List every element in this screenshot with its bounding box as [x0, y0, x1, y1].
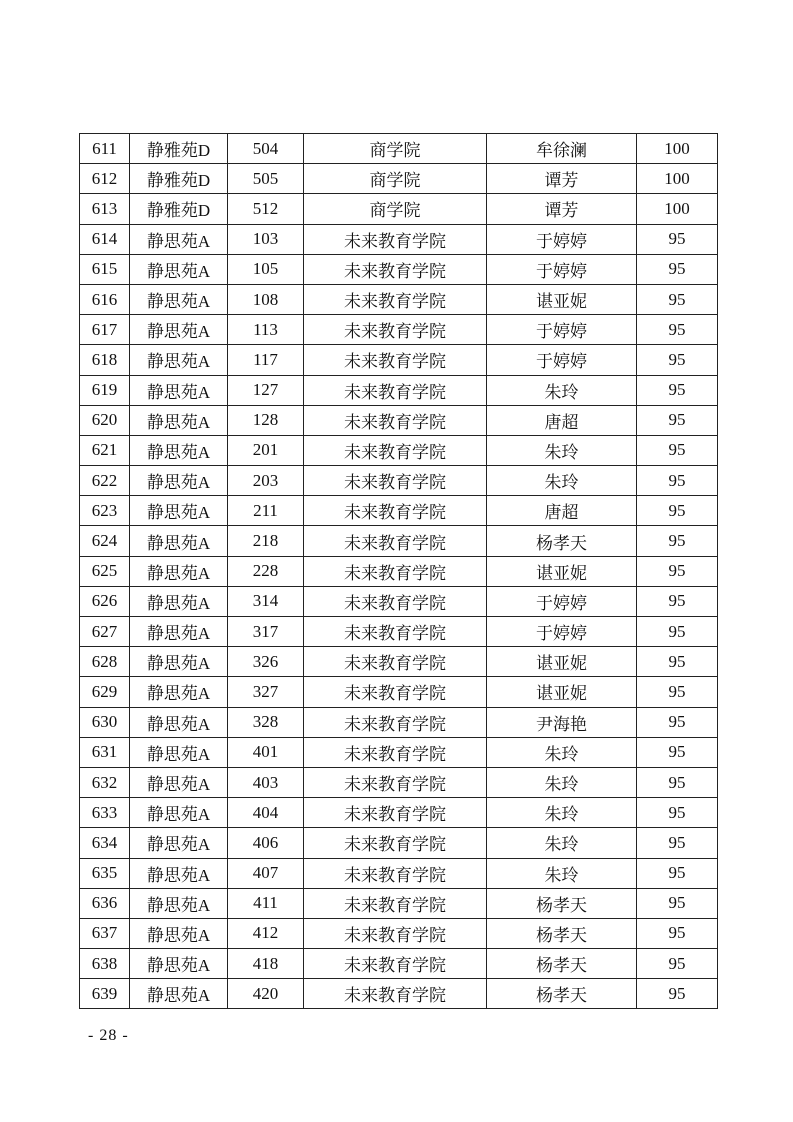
score-cell: 95: [637, 284, 718, 314]
college-cell: 未来教育学院: [304, 677, 487, 707]
table-row: [80, 526, 718, 556]
college-cell: 未来教育学院: [304, 224, 487, 254]
manager-cell: 谌亚妮: [487, 677, 637, 707]
building-cell: 静思苑A: [130, 466, 228, 496]
row-number-cell: 619: [80, 375, 130, 405]
score-cell: 95: [637, 526, 718, 556]
dormitory-score-table: [79, 133, 718, 1009]
score-cell: 95: [637, 375, 718, 405]
score-cell: 100: [637, 194, 718, 224]
room-cell: 326: [228, 647, 304, 677]
manager-cell: 唐超: [487, 496, 637, 526]
row-number-cell: 630: [80, 707, 130, 737]
room-cell: 113: [228, 315, 304, 345]
manager-cell: 朱玲: [487, 435, 637, 465]
building-cell: 静思苑A: [130, 526, 228, 556]
score-cell: 95: [637, 586, 718, 616]
room-cell: 128: [228, 405, 304, 435]
room-cell: 317: [228, 617, 304, 647]
table-row: [80, 315, 718, 345]
manager-cell: 朱玲: [487, 466, 637, 496]
manager-cell: 唐超: [487, 405, 637, 435]
table-row: [80, 647, 718, 677]
building-cell: 静思苑A: [130, 918, 228, 948]
table-row: [80, 677, 718, 707]
room-cell: 404: [228, 798, 304, 828]
room-cell: 211: [228, 496, 304, 526]
manager-cell: 尹海艳: [487, 707, 637, 737]
score-cell: 95: [637, 707, 718, 737]
college-cell: 未来教育学院: [304, 435, 487, 465]
manager-cell: 朱玲: [487, 737, 637, 767]
table-row: [80, 164, 718, 194]
college-cell: 未来教育学院: [304, 828, 487, 858]
row-number-cell: 628: [80, 647, 130, 677]
building-cell: 静思苑A: [130, 556, 228, 586]
room-cell: 512: [228, 194, 304, 224]
room-cell: 412: [228, 918, 304, 948]
row-number-cell: 637: [80, 918, 130, 948]
room-cell: 401: [228, 737, 304, 767]
room-cell: 407: [228, 858, 304, 888]
table-row: [80, 949, 718, 979]
table-row: [80, 466, 718, 496]
table-row: [80, 556, 718, 586]
table-row: [80, 798, 718, 828]
college-cell: 未来教育学院: [304, 556, 487, 586]
manager-cell: 于婷婷: [487, 345, 637, 375]
row-number-cell: 621: [80, 435, 130, 465]
college-cell: 未来教育学院: [304, 254, 487, 284]
college-cell: 未来教育学院: [304, 707, 487, 737]
score-cell: 95: [637, 315, 718, 345]
score-cell: 95: [637, 435, 718, 465]
manager-cell: 杨孝天: [487, 526, 637, 556]
score-cell: 95: [637, 466, 718, 496]
room-cell: 314: [228, 586, 304, 616]
building-cell: 静思苑A: [130, 767, 228, 797]
table-row: [80, 224, 718, 254]
college-cell: 未来教育学院: [304, 979, 487, 1009]
row-number-cell: 633: [80, 798, 130, 828]
college-cell: 未来教育学院: [304, 737, 487, 767]
room-cell: 108: [228, 284, 304, 314]
building-cell: 静思苑A: [130, 828, 228, 858]
score-cell: 95: [637, 918, 718, 948]
college-cell: 未来教育学院: [304, 496, 487, 526]
score-cell: 95: [637, 345, 718, 375]
manager-cell: 于婷婷: [487, 586, 637, 616]
table-row: [80, 888, 718, 918]
manager-cell: 杨孝天: [487, 949, 637, 979]
building-cell: 静思苑A: [130, 737, 228, 767]
row-number-cell: 632: [80, 767, 130, 797]
room-cell: 218: [228, 526, 304, 556]
score-cell: 95: [637, 556, 718, 586]
college-cell: 未来教育学院: [304, 858, 487, 888]
table-row: [80, 617, 718, 647]
building-cell: 静思苑A: [130, 405, 228, 435]
row-number-cell: 635: [80, 858, 130, 888]
building-cell: 静思苑A: [130, 586, 228, 616]
table-row: [80, 375, 718, 405]
college-cell: 未来教育学院: [304, 647, 487, 677]
manager-cell: 杨孝天: [487, 888, 637, 918]
building-cell: 静思苑A: [130, 435, 228, 465]
row-number-cell: 626: [80, 586, 130, 616]
manager-cell: 于婷婷: [487, 315, 637, 345]
manager-cell: 谭芳: [487, 164, 637, 194]
score-cell: 100: [637, 164, 718, 194]
score-cell: 95: [637, 737, 718, 767]
score-cell: 95: [637, 798, 718, 828]
table-row: [80, 134, 718, 164]
manager-cell: 杨孝天: [487, 918, 637, 948]
row-number-cell: 627: [80, 617, 130, 647]
table-row: [80, 767, 718, 797]
manager-cell: 朱玲: [487, 375, 637, 405]
manager-cell: 于婷婷: [487, 617, 637, 647]
score-cell: 95: [637, 888, 718, 918]
manager-cell: 于婷婷: [487, 254, 637, 284]
table-row: [80, 345, 718, 375]
table-row: [80, 979, 718, 1009]
college-cell: 商学院: [304, 164, 487, 194]
room-cell: 203: [228, 466, 304, 496]
table-row: [80, 284, 718, 314]
table-row: [80, 435, 718, 465]
row-number-cell: 617: [80, 315, 130, 345]
manager-cell: 谌亚妮: [487, 556, 637, 586]
manager-cell: 朱玲: [487, 858, 637, 888]
manager-cell: 朱玲: [487, 828, 637, 858]
college-cell: 未来教育学院: [304, 798, 487, 828]
building-cell: 静思苑A: [130, 224, 228, 254]
row-number-cell: 624: [80, 526, 130, 556]
building-cell: 静思苑A: [130, 707, 228, 737]
building-cell: 静思苑A: [130, 888, 228, 918]
building-cell: 静思苑A: [130, 375, 228, 405]
room-cell: 420: [228, 979, 304, 1009]
table-row: [80, 254, 718, 284]
college-cell: 商学院: [304, 194, 487, 224]
room-cell: 117: [228, 345, 304, 375]
college-cell: 未来教育学院: [304, 888, 487, 918]
row-number-cell: 636: [80, 888, 130, 918]
table-row: [80, 586, 718, 616]
manager-cell: 谌亚妮: [487, 647, 637, 677]
row-number-cell: 622: [80, 466, 130, 496]
college-cell: 未来教育学院: [304, 586, 487, 616]
room-cell: 418: [228, 949, 304, 979]
building-cell: 静思苑A: [130, 254, 228, 284]
score-cell: 95: [637, 677, 718, 707]
score-cell: 95: [637, 828, 718, 858]
score-cell: 100: [637, 134, 718, 164]
row-number-cell: 631: [80, 737, 130, 767]
building-cell: 静思苑A: [130, 315, 228, 345]
table-row: [80, 707, 718, 737]
building-cell: 静思苑A: [130, 617, 228, 647]
row-number-cell: 638: [80, 949, 130, 979]
row-number-cell: 615: [80, 254, 130, 284]
row-number-cell: 623: [80, 496, 130, 526]
score-cell: 95: [637, 224, 718, 254]
building-cell: 静思苑A: [130, 345, 228, 375]
row-number-cell: 613: [80, 194, 130, 224]
room-cell: 228: [228, 556, 304, 586]
manager-cell: 牟徐澜: [487, 134, 637, 164]
room-cell: 328: [228, 707, 304, 737]
college-cell: 未来教育学院: [304, 315, 487, 345]
row-number-cell: 616: [80, 284, 130, 314]
room-cell: 411: [228, 888, 304, 918]
score-cell: 95: [637, 858, 718, 888]
room-cell: 103: [228, 224, 304, 254]
score-cell: 95: [637, 617, 718, 647]
row-number-cell: 614: [80, 224, 130, 254]
building-cell: 静思苑A: [130, 284, 228, 314]
college-cell: 未来教育学院: [304, 466, 487, 496]
table-row: [80, 828, 718, 858]
college-cell: 未来教育学院: [304, 375, 487, 405]
college-cell: 未来教育学院: [304, 345, 487, 375]
table-row: [80, 858, 718, 888]
score-cell: 95: [637, 254, 718, 284]
building-cell: 静思苑A: [130, 979, 228, 1009]
room-cell: 505: [228, 164, 304, 194]
score-cell: 95: [637, 979, 718, 1009]
table-row: [80, 194, 718, 224]
row-number-cell: 618: [80, 345, 130, 375]
room-cell: 105: [228, 254, 304, 284]
room-cell: 201: [228, 435, 304, 465]
score-cell: 95: [637, 647, 718, 677]
building-cell: 静雅苑D: [130, 164, 228, 194]
building-cell: 静思苑A: [130, 647, 228, 677]
college-cell: 未来教育学院: [304, 949, 487, 979]
college-cell: 未来教育学院: [304, 767, 487, 797]
row-number-cell: 639: [80, 979, 130, 1009]
room-cell: 127: [228, 375, 304, 405]
table-body: [80, 134, 718, 1009]
table-row: [80, 405, 718, 435]
score-cell: 95: [637, 405, 718, 435]
room-cell: 406: [228, 828, 304, 858]
row-number-cell: 611: [80, 134, 130, 164]
room-cell: 403: [228, 767, 304, 797]
room-cell: 504: [228, 134, 304, 164]
room-cell: 327: [228, 677, 304, 707]
building-cell: 静雅苑D: [130, 134, 228, 164]
building-cell: 静思苑A: [130, 949, 228, 979]
page-number: - 28 -: [88, 1027, 129, 1044]
table-row: [80, 737, 718, 767]
building-cell: 静思苑A: [130, 677, 228, 707]
table-row: [80, 918, 718, 948]
building-cell: 静思苑A: [130, 798, 228, 828]
score-cell: 95: [637, 949, 718, 979]
table-row: [80, 496, 718, 526]
manager-cell: 于婷婷: [487, 224, 637, 254]
row-number-cell: 620: [80, 405, 130, 435]
row-number-cell: 629: [80, 677, 130, 707]
building-cell: 静思苑A: [130, 496, 228, 526]
row-number-cell: 625: [80, 556, 130, 586]
building-cell: 静思苑A: [130, 858, 228, 888]
college-cell: 未来教育学院: [304, 617, 487, 647]
score-cell: 95: [637, 767, 718, 797]
college-cell: 未来教育学院: [304, 284, 487, 314]
building-cell: 静雅苑D: [130, 194, 228, 224]
manager-cell: 谌亚妮: [487, 284, 637, 314]
row-number-cell: 634: [80, 828, 130, 858]
college-cell: 未来教育学院: [304, 526, 487, 556]
college-cell: 未来教育学院: [304, 918, 487, 948]
score-cell: 95: [637, 496, 718, 526]
college-cell: 未来教育学院: [304, 405, 487, 435]
manager-cell: 朱玲: [487, 767, 637, 797]
row-number-cell: 612: [80, 164, 130, 194]
manager-cell: 谭芳: [487, 194, 637, 224]
manager-cell: 朱玲: [487, 798, 637, 828]
manager-cell: 杨孝天: [487, 979, 637, 1009]
college-cell: 商学院: [304, 134, 487, 164]
